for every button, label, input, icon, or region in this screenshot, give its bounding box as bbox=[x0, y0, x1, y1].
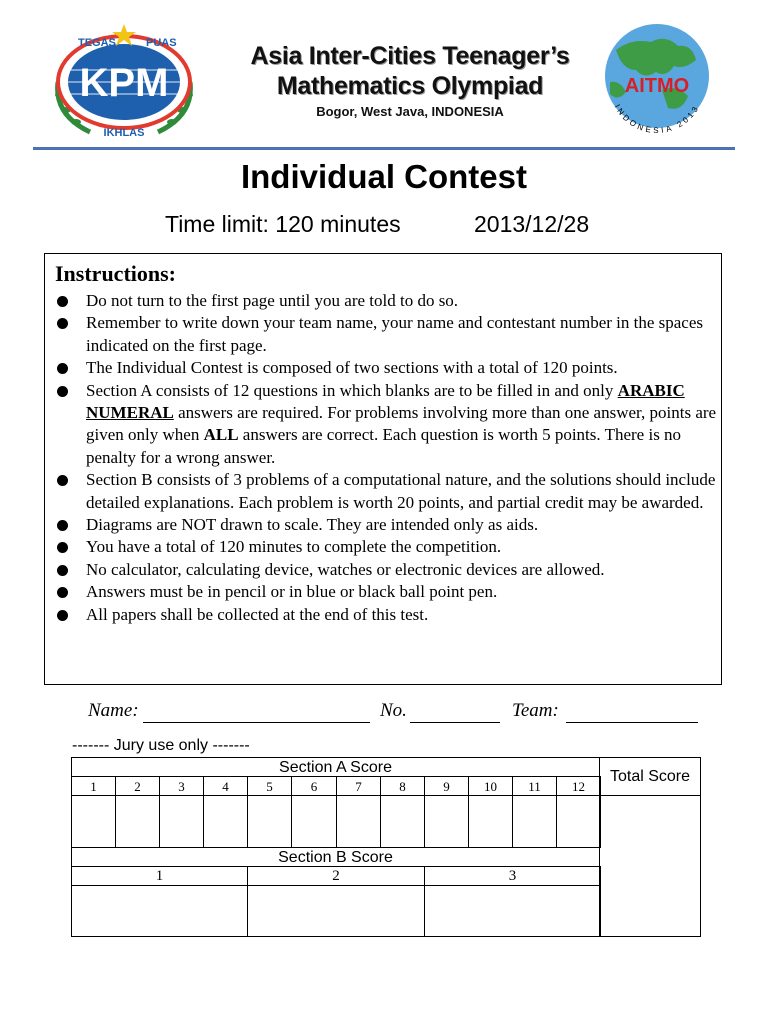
instruction-text: Section B consists of 3 problems of a computational nature, and the solutions should include detailed explanations. Each problem is worth 20 points, and partial credit may be awarded. bbox=[86, 470, 716, 512]
section-a-question-number: 2 bbox=[115, 776, 160, 796]
section-a-question-number: 5 bbox=[247, 776, 292, 796]
team-field[interactable] bbox=[566, 722, 698, 723]
instruction-text: Diagrams are NOT drawn to scale. They are intended only as aids. bbox=[86, 515, 539, 535]
instruction-text-part: answers are required. For problems involving more than one answer, points are given only when bbox=[86, 403, 717, 445]
bullet-icon bbox=[57, 542, 68, 553]
instruction-item bbox=[55, 559, 719, 581]
section-a-score-cell[interactable] bbox=[203, 795, 248, 848]
instruction-text: All papers shall be collected at the end of this test. bbox=[86, 604, 429, 624]
section-a-score-cell[interactable] bbox=[159, 795, 204, 848]
instruction-text: You have a total of 120 minutes to complete the competition. bbox=[86, 537, 502, 557]
bullet-icon bbox=[57, 520, 68, 531]
section-b-score-cell[interactable] bbox=[71, 885, 248, 937]
org-title-line-1: Asia Inter-Cities Teenager’s bbox=[250, 42, 570, 70]
number-label: No. bbox=[380, 700, 407, 721]
section-a-question-number: 12 bbox=[556, 776, 601, 796]
section-a-score-cell[interactable] bbox=[468, 795, 513, 848]
instructions-heading: Instructions: bbox=[55, 261, 177, 286]
section-a-score-cell[interactable] bbox=[336, 795, 381, 848]
instruction-text: Do not turn to the first page until you are told to do so. bbox=[86, 291, 459, 310]
bullet-icon bbox=[57, 296, 68, 307]
instruction-item bbox=[55, 357, 719, 379]
bullet-icon bbox=[57, 610, 68, 621]
jury-use-label: ------- Jury use only ------- bbox=[72, 737, 250, 754]
section-a-score-cell[interactable] bbox=[424, 795, 469, 848]
all-emphasis: ALL bbox=[203, 425, 239, 445]
arabic-numeral-emphasis: ARABIC NUMERAL bbox=[86, 380, 685, 423]
section-a-score-cell[interactable] bbox=[71, 795, 116, 848]
section-b-problem-number: 3 bbox=[424, 866, 601, 886]
bullet-icon bbox=[57, 363, 68, 374]
bullet-icon bbox=[57, 386, 68, 397]
section-a-question-number: 3 bbox=[159, 776, 204, 796]
aitmo-logo-arc-text: INDONESIA 2013 bbox=[612, 102, 702, 136]
time-limit: Time limit: 120 minutes bbox=[165, 211, 401, 237]
section-a-score-cell[interactable] bbox=[380, 795, 425, 848]
section-b-score-cell[interactable] bbox=[247, 885, 425, 937]
team-label: Team: bbox=[512, 700, 559, 721]
section-b-problem-number: 2 bbox=[247, 866, 425, 886]
org-location: Bogor, West Java, INDONESIA bbox=[316, 104, 504, 119]
section-a-score-cell[interactable] bbox=[115, 795, 160, 848]
section-a-question-number: 6 bbox=[291, 776, 337, 796]
section-a-score-cell[interactable] bbox=[512, 795, 557, 848]
instruction-item bbox=[55, 514, 719, 536]
section-a-score-cell[interactable] bbox=[291, 795, 337, 848]
section-a-score-header: Section A Score bbox=[71, 757, 600, 777]
bullet-icon bbox=[57, 318, 68, 329]
instruction-text: Answers must be in pencil or in blue or black ball point pen. bbox=[86, 582, 498, 602]
section-a-question-number: 1 bbox=[71, 776, 116, 796]
bullet-icon bbox=[57, 587, 68, 598]
section-a-score-cell[interactable] bbox=[247, 795, 292, 848]
kpm-logo-right-text: PUAS bbox=[146, 37, 177, 49]
section-b-score-cell[interactable] bbox=[424, 885, 601, 937]
name-field[interactable] bbox=[143, 722, 370, 723]
number-field[interactable] bbox=[410, 722, 500, 723]
section-b-problem-number: 1 bbox=[71, 866, 248, 886]
bullet-icon bbox=[57, 565, 68, 576]
name-label: Name: bbox=[88, 700, 139, 721]
section-a-question-number: 4 bbox=[203, 776, 248, 796]
total-score-header: Total Score bbox=[599, 757, 701, 796]
header-rule bbox=[33, 147, 735, 150]
kpm-logo-left-text: TEGAS bbox=[78, 37, 116, 49]
instruction-text: The Individual Contest is composed of two sections with a total of 120 points. bbox=[86, 358, 618, 378]
instructions-list bbox=[55, 290, 719, 626]
section-a-question-number: 9 bbox=[424, 776, 469, 796]
section-b-score-header: Section B Score bbox=[71, 847, 600, 867]
bullet-icon bbox=[57, 475, 68, 486]
kpm-logo-center-text: KPM bbox=[79, 61, 169, 105]
instruction-text-part: Section A consists of 12 questions in which blanks are to be filled in and only bbox=[86, 380, 618, 400]
aitmo-logo-text: AITMO bbox=[624, 75, 690, 97]
total-score-cell[interactable] bbox=[599, 795, 701, 937]
instruction-item bbox=[55, 312, 719, 357]
instruction-item bbox=[55, 536, 719, 558]
instruction-text: Remember to write down your team name, your name and contestant number in the spaces indicated on the first page. bbox=[86, 313, 704, 355]
section-a-score-cell[interactable] bbox=[556, 795, 601, 848]
kpm-logo-bottom-text: IKHLAS bbox=[103, 127, 145, 139]
instruction-text-part: answers are correct. Each question is worth 5 points. There is no penalty for a wrong answer. bbox=[86, 425, 682, 467]
contest-title: Individual Contest bbox=[240, 158, 527, 195]
jury-score-table bbox=[71, 757, 701, 937]
section-a-question-number: 10 bbox=[468, 776, 513, 796]
contest-date: 2013/12/28 bbox=[474, 211, 590, 237]
instruction-item bbox=[55, 604, 719, 626]
instruction-item bbox=[55, 469, 719, 514]
instruction-text: No calculator, calculating device, watches or electronic devices are allowed. bbox=[86, 559, 605, 579]
instruction-item bbox=[55, 581, 719, 603]
section-a-question-number: 7 bbox=[336, 776, 381, 796]
instruction-item bbox=[55, 290, 719, 312]
section-a-question-number: 11 bbox=[512, 776, 557, 796]
instructions-box bbox=[44, 253, 722, 685]
instruction-item bbox=[55, 380, 719, 470]
org-title-line-2: Mathematics Olympiad bbox=[276, 72, 544, 100]
aitmo-logo bbox=[596, 20, 718, 142]
section-a-question-number: 8 bbox=[380, 776, 425, 796]
kpm-logo bbox=[40, 20, 208, 140]
